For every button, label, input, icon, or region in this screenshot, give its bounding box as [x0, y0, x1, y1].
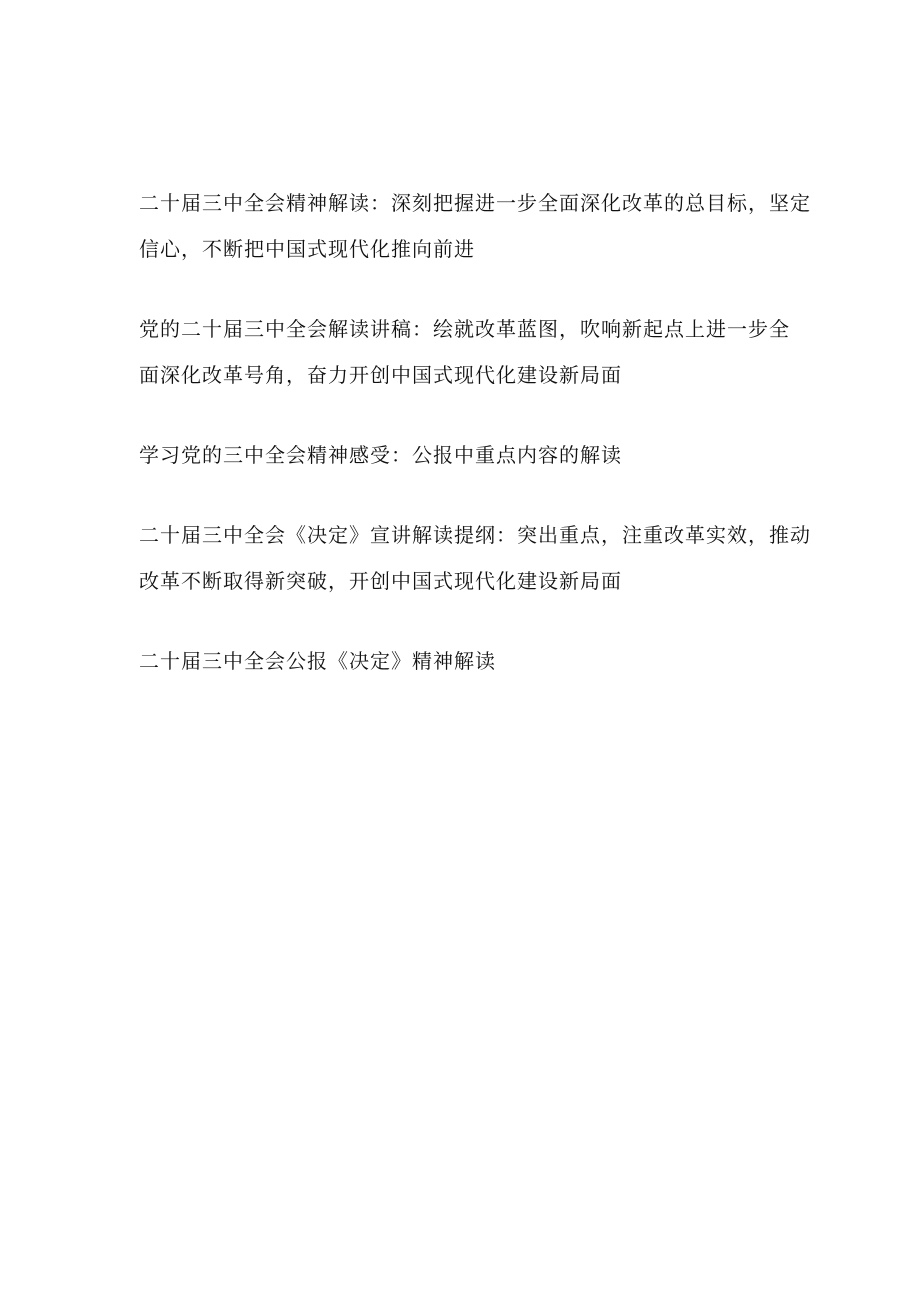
- title-line: 二十届三中全会公报《决定》精神解读: [139, 649, 496, 673]
- title-line: 改革不断取得新突破，开创中国式现代化建设新局面: [139, 569, 622, 593]
- title-line: 学习党的三中全会精神感受：公报中重点内容的解读: [139, 443, 622, 467]
- title-entry: [139, 512, 811, 604]
- title-entry: [139, 180, 811, 272]
- title-line: 二十届三中全会《决定》宣讲解读提纲：突出重点，注重改革实效，推动: [139, 523, 811, 547]
- title-entry: [139, 638, 779, 684]
- title-entry: [139, 306, 790, 398]
- title-line: 二十届三中全会精神解读：深刻把握进一步全面深化改革的总目标，坚定: [139, 191, 811, 215]
- title-line: 信心，不断把中国式现代化推向前进: [139, 237, 475, 261]
- title-entry: [139, 432, 779, 478]
- title-line: 党的二十届三中全会解读讲稿：绘就改革蓝图，吹响新起点上进一步全: [139, 317, 790, 341]
- title-list: [139, 180, 811, 684]
- title-line: 面深化改革号角，奋力开创中国式现代化建设新局面: [139, 363, 622, 387]
